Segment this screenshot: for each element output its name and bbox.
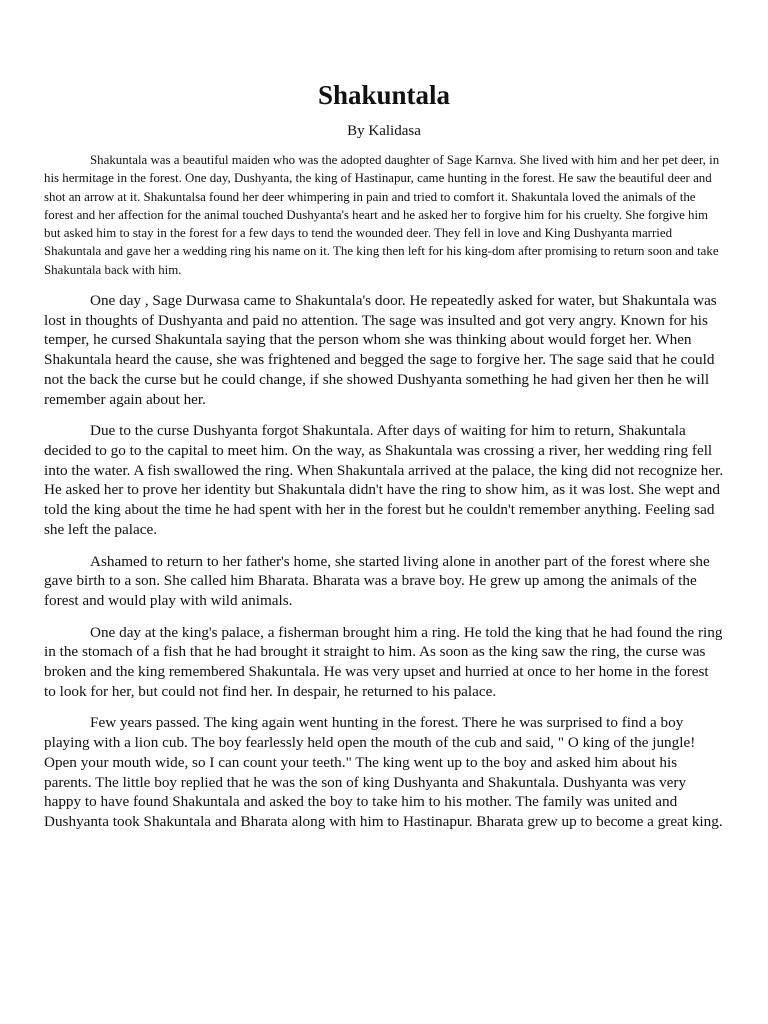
document-page	[44, 78, 724, 844]
document-author: By Kalidasa	[347, 123, 421, 139]
paragraph-1: Shakuntala was a beautiful maiden who was the adopted daughter of Sage Karnva. She lived with him and her pet deer, in his hermitage in the forest. One day, Dushyanta, the king of Hastinapur, came hunting in the forest. He saw the beautiful deer and shot an arrow at it. Shakuntalsa found her deer whimpering in pain and tried to comfort it. Shakuntala loved the animals of the forest and her affection for the animal touched Dushyanta's heart and he asked her to forgive him for his cruelty. She forgive him but asked him to stay in the forest for a few days to tend the wounded deer. They fell in love and King Dushyanta married Shakuntala and gave her a wedding ring his name on it. The king then left for his king-dom after promising to return soon and take Shakuntala back with him.	[44, 153, 720, 277]
paragraph-2: One day , Sage Durwasa came to Shakuntala's door. He repeatedly asked for water, but Shakuntala was lost in thoughts of Dushyanta and paid no attention. The sage was insulted and got very angry. Known for his temper, he cursed Shakuntala saying that the person whom she was thinking about would forget her. When Shakuntala heard the cause, she was frightened and begged the sage to forgive her. The sage said that he could not the back the curse but he could change, if she showed Dushyanta something he had given her then he will remember again about her.	[44, 292, 717, 408]
paragraph-4: Ashamed to return to her father's home, she started living alone in another part of the forest where she gave birth to a son. She called him Bharata. Bharata was a brave boy. He grew up among the animals of the forest and would play with wild animals.	[44, 552, 710, 609]
paragraph-3: Due to the curse Dushyanta forgot Shakuntala. After days of waiting for him to return, Shakuntala decided to go to the capital to meet him. On the way, as Shakuntala was crossing a river, her wedding ring fell into the water. A fish swallowed the ring. When Shakuntala arrived at the palace, the king did not recognize her. He asked her to prove her identity but Shakuntala didn't have the ring to show him, as it was lost. She wept and told the king about the time he had spent with her in the forest but he couldn't remember anything. Feeling sad she left the palace.	[44, 422, 724, 538]
paragraph-6: Few years passed. The king again went hunting in the forest. There he was surprised to find a boy playing with a lion cub. The boy fearlessly held open the mouth of the cub and said, " O king of the jungle! Open your mouth wide, so I can count your teeth." The king went up to the boy and asked him about his parents. The little boy replied that he was the son of king Dushyanta and Shakuntala. Dushyanta was very happy to have found Shakuntala and asked the boy to take him to his mother. The family was united and Dushyanta took Shakuntala and Bharata along with him to Hastinapur. Bharata grew up to become a great king.	[44, 714, 723, 830]
paragraph-5: One day at the king's palace, a fisherman brought him a ring. He told the king that he had found the ring in the stomach of a fish that he had brought it straight to him. As soon as the king saw the ring, the curse was broken and the king remembered Shakuntala. He was very upset and hurried at once to her home in the forest to look for her, but could not find her. In despair, he returned to his palace.	[44, 623, 723, 700]
document-title: Shakuntala	[317, 80, 451, 110]
